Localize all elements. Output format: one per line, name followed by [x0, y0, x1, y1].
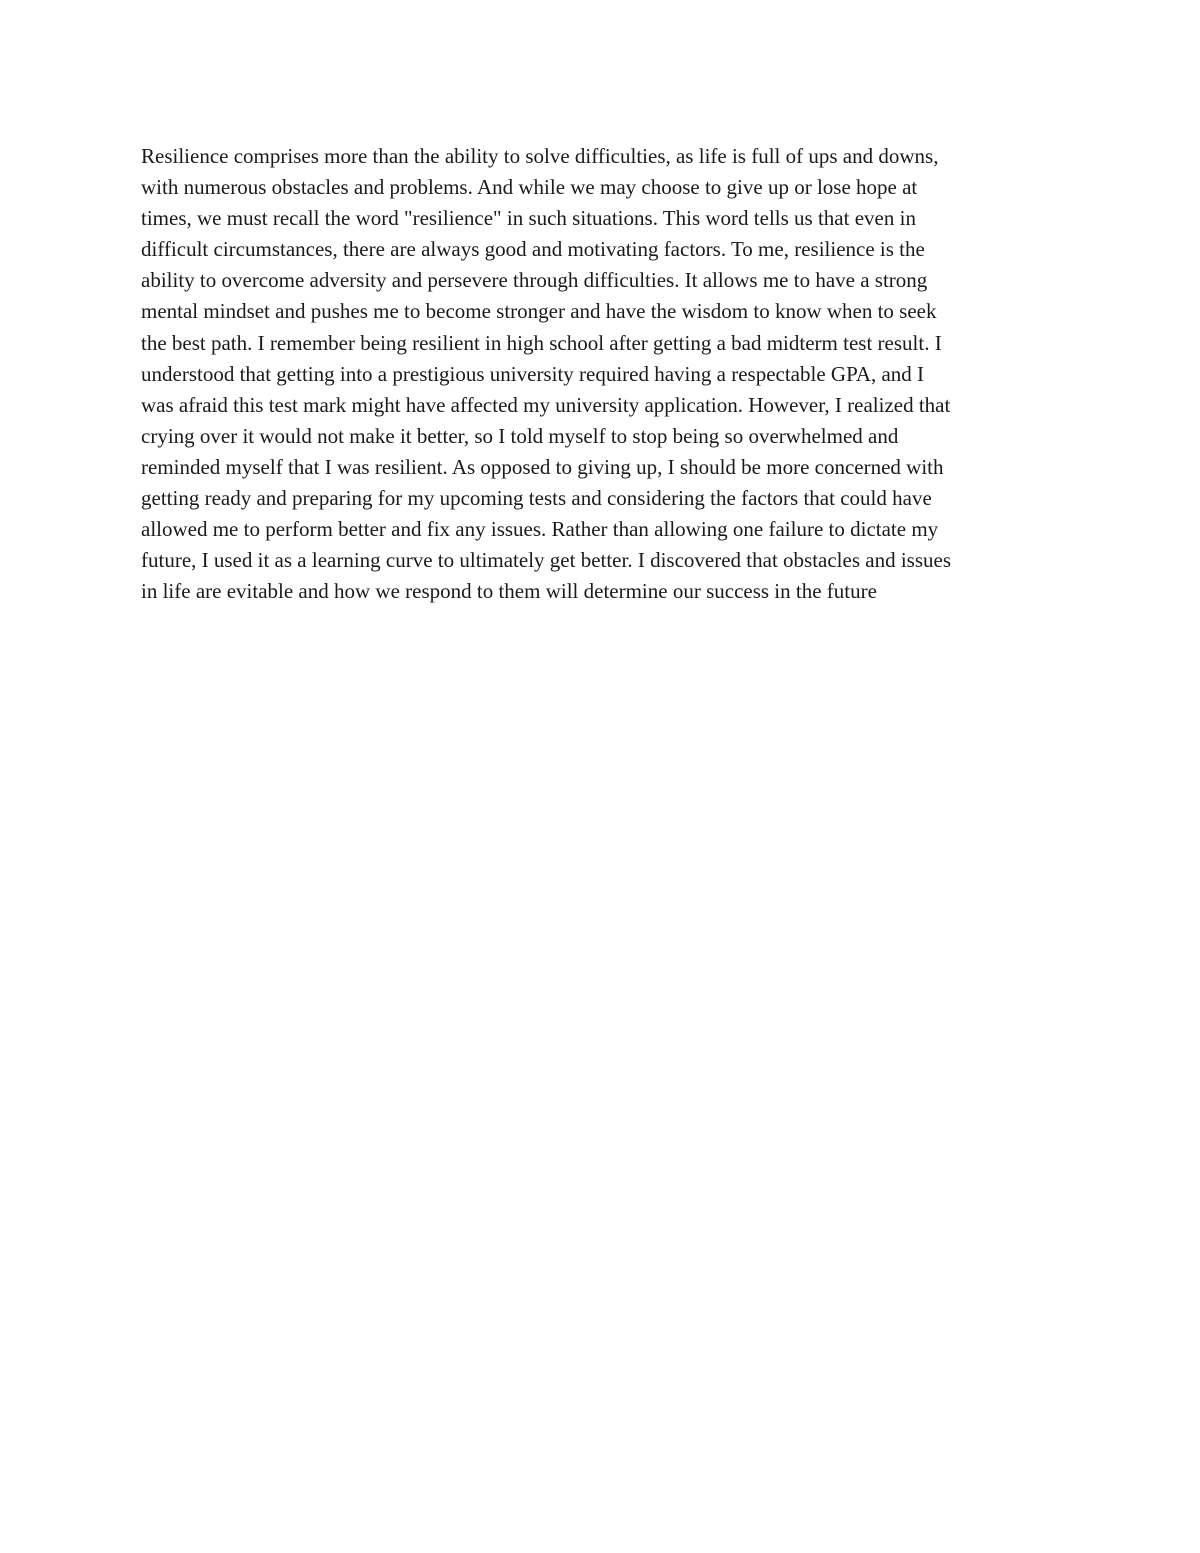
- paragraph-line: understood that getting into a prestigious university required having a respectable GPA, and I: [141, 361, 925, 386]
- paragraph-line: reminded myself that I was resilient. As opposed to giving up, I should be more concerned with: [141, 454, 944, 479]
- paragraph-line: ability to overcome adversity and persevere through difficulties. It allows me to have a strong: [141, 268, 928, 293]
- paragraph-line: difficult circumstances, there are always good and motivating factors. To me, resilience is the: [141, 237, 925, 262]
- paragraph-line: allowed me to perform better and fix any issues. Rather than allowing one failure to dictate my: [141, 517, 939, 542]
- paragraph-line: times, we must recall the word "resilience" in such situations. This word tells us that even in: [141, 206, 916, 231]
- essay-paragraph: [141, 141, 1061, 607]
- paragraph-line: was afraid this test mark might have affected my university application. However, I realized that: [141, 392, 951, 417]
- paragraph-line: crying over it would not make it better, so I told myself to stop being so overwhelmed and: [141, 423, 899, 448]
- paragraph-line: future, I used it as a learning curve to ultimately get better. I discovered that obstacles and issues: [141, 548, 951, 573]
- paragraph-line: in life are evitable and how we respond to them will determine our success in the future: [141, 579, 877, 604]
- paragraph-line: the best path. I remember being resilient in high school after getting a bad midterm test result. I: [141, 330, 942, 355]
- paragraph-line: Resilience comprises more than the ability to solve difficulties, as life is full of ups and downs,: [141, 144, 939, 168]
- paragraph-line: mental mindset and pushes me to become stronger and have the wisdom to know when to seek: [141, 299, 937, 324]
- paragraph-line: with numerous obstacles and problems. And while we may choose to give up or lose hope at: [141, 175, 918, 200]
- paragraph-line: getting ready and preparing for my upcoming tests and considering the factors that could have: [141, 486, 932, 511]
